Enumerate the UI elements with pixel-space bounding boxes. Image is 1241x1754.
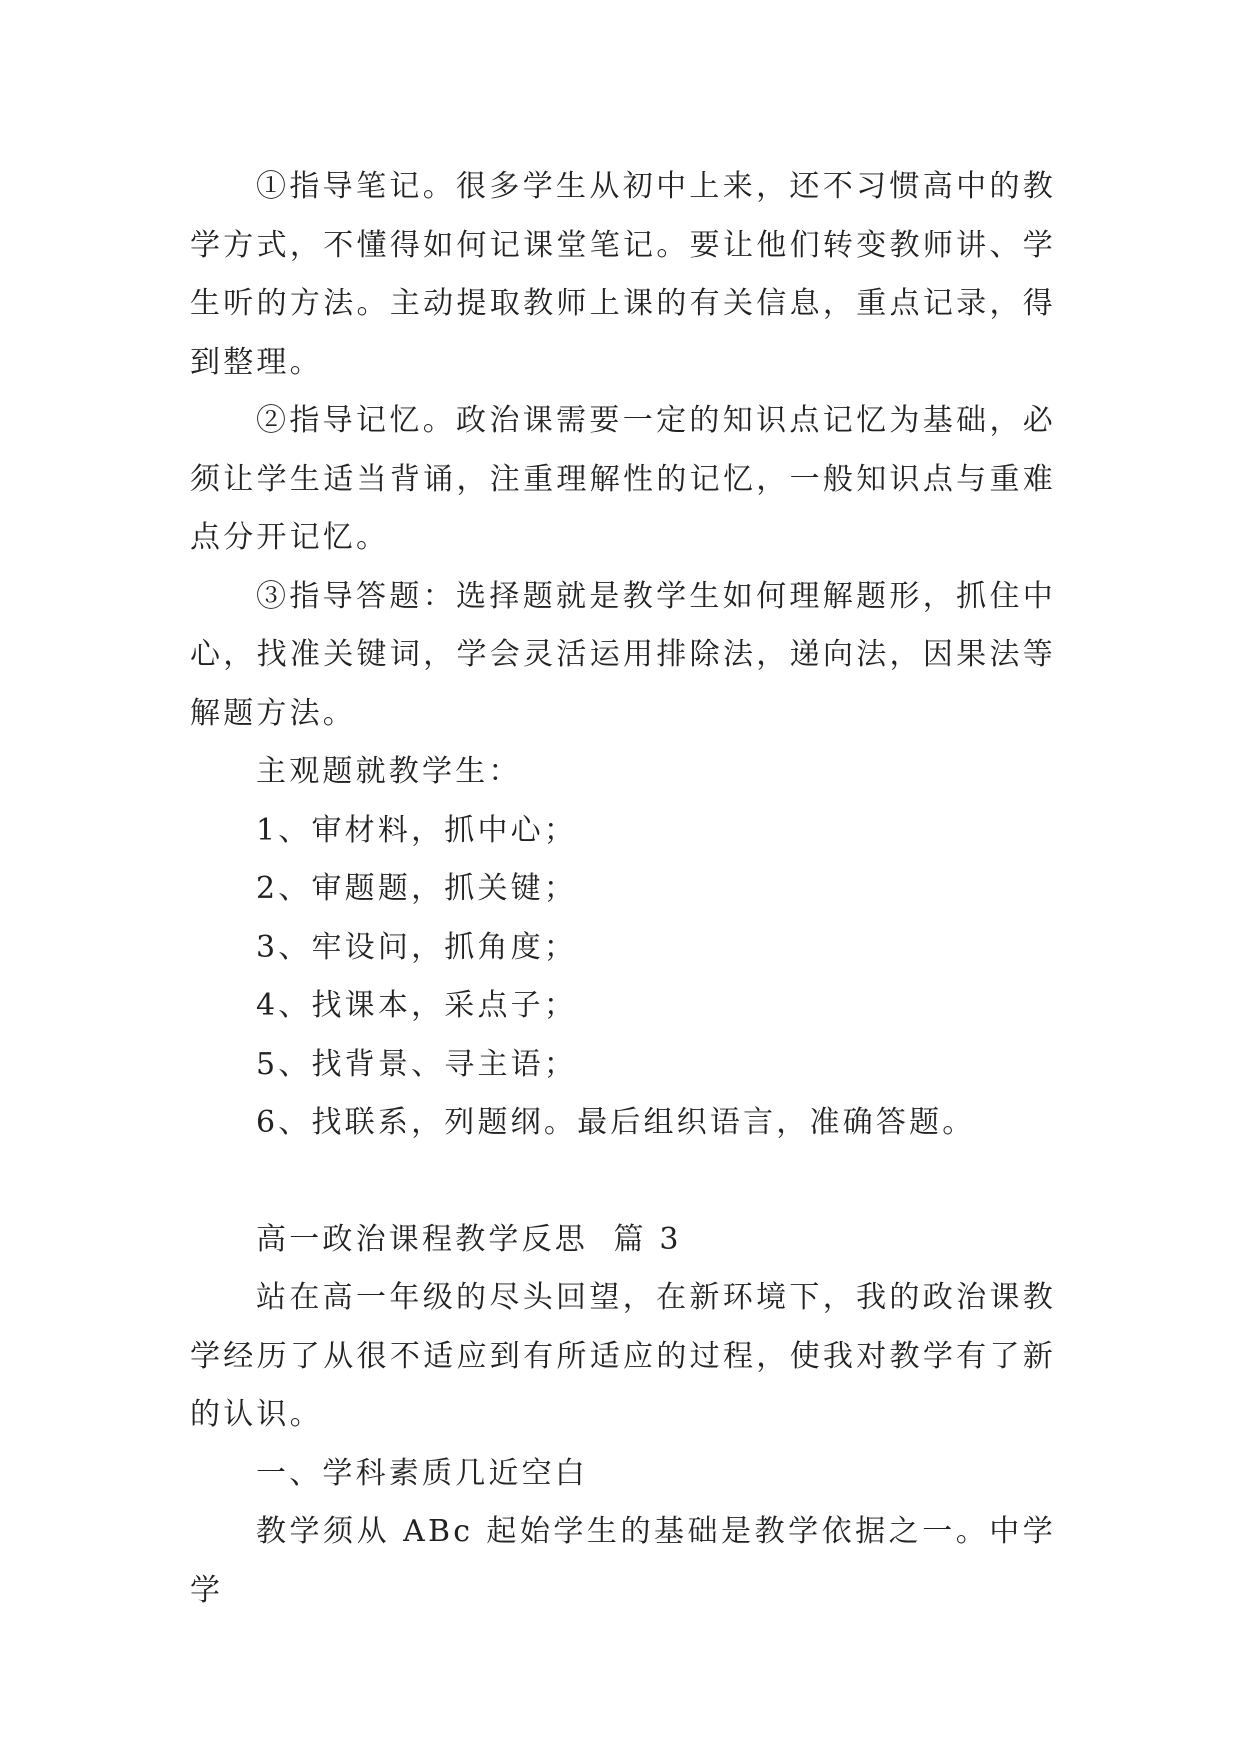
list-item: 4、找课本，采点子； <box>256 988 578 1023</box>
paragraph-answering: ③指导答题：选择题就是教学生如何理解题形，抓住中心，找准关键词，学会灵活运用排除法，递向法，因果法等解题方法。 <box>190 578 1056 731</box>
document-body <box>190 158 1056 1620</box>
list-item: 3、牢设问，抓角度； <box>256 929 578 965</box>
list-item: 5、找背景、寻主语； <box>256 1046 578 1082</box>
paragraph-subjective-intro: 主观题就教学生： <box>256 754 522 789</box>
section-gap <box>190 1153 1056 1211</box>
list-item: 1、审材料，抓中心； <box>256 812 578 848</box>
list-item: 6、找联系，列题纲。最后组织语言，准确答题。 <box>256 1105 976 1140</box>
paragraph-basics: 教学须从 ABc 起始学生的基础是教学依据之一。中学学 <box>190 1514 1056 1608</box>
paragraph-memorization: ②指导记忆。政治课需要一定的知识点记忆为基础，必须让学生适当背诵，注重理解性的记忆，一般知识点与重难点分开记忆。 <box>190 403 1056 555</box>
section-heading: 高一政治课程教学反思 篇 3 <box>256 1221 682 1257</box>
paragraph-reflection-intro: 站在高一年级的尽头回望，在新环境下，我的政治课教学经历了从很不适应到有所适应的过程，使我对教学有了新的认识。 <box>190 1280 1056 1432</box>
subheading: 一、学科素质几近空白 <box>256 1455 588 1491</box>
paragraph-note-taking: ①指导笔记。很多学生从初中上来，还不习惯高中的教学方式，不懂得如何记课堂笔记。要让他们转变教师讲、学生听的方法。主动提取教师上课的有关信息，重点记录，得到整理。 <box>190 169 1056 380</box>
list-item: 2、审题题，抓关键； <box>256 871 578 906</box>
